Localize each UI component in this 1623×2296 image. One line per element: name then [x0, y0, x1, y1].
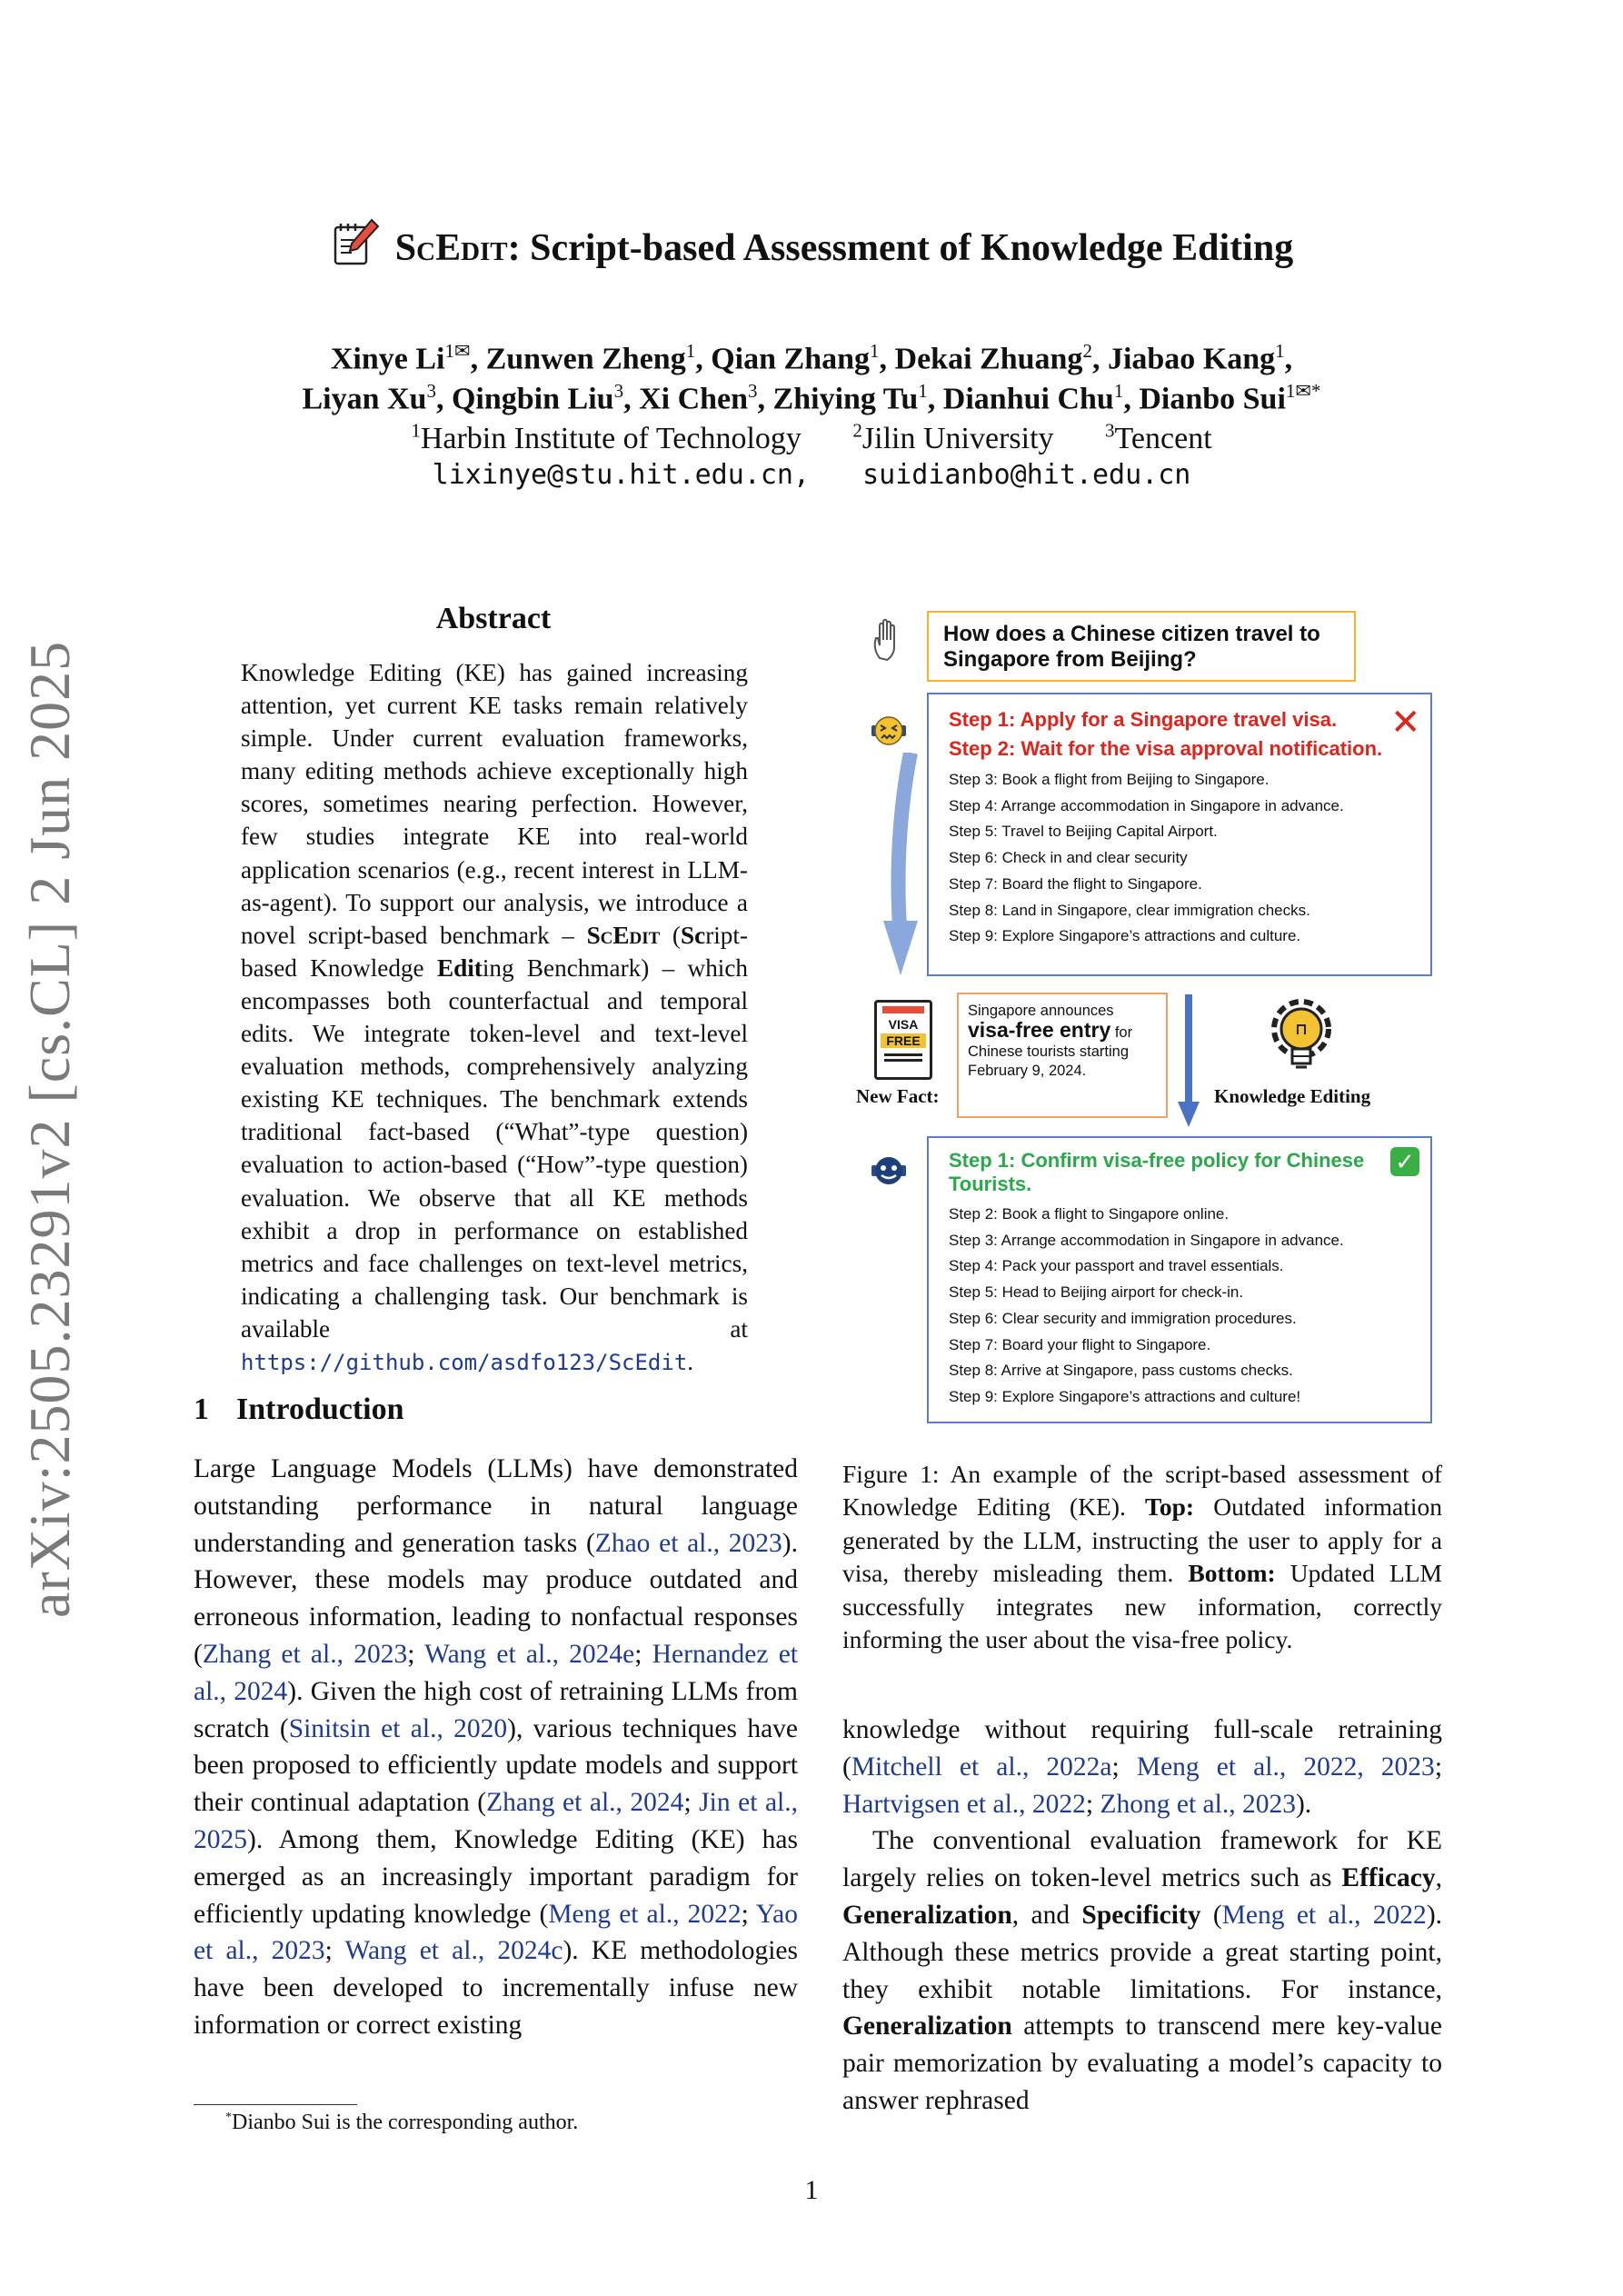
citation-link[interactable]: Zhong et al., 2023: [1100, 1789, 1296, 1819]
author-affiliation-mark: 2: [1082, 340, 1092, 362]
email-2[interactable]: suidianbo@hit.edu.cn: [862, 459, 1191, 491]
new-step: Step 9: Explore Singapore’s attractions and culture!: [949, 1387, 1301, 1405]
arxiv-stamp: arXiv:2505.23291v2 [cs.CL] 2 Jun 2025: [17, 640, 82, 1618]
citation-link[interactable]: Sinitsin et al., 2020: [288, 1713, 508, 1743]
notepad-pencil-icon: [330, 216, 381, 277]
lightbulb-gear-icon: [1261, 994, 1341, 1076]
affiliations: [0, 420, 1623, 456]
author-name: Dianhui Chu: [942, 382, 1114, 416]
affiliation-3: $^3$Tencent: [1105, 420, 1212, 456]
footnote-rule: [194, 2104, 357, 2105]
author-name: Dianbo Sui: [1139, 382, 1286, 416]
question-box: How does a Chinese citizen travel to Singapore from Beijing?: [927, 611, 1356, 682]
author-affiliation-mark: 3: [613, 380, 624, 402]
abstract-text: Knowledge Editing (KE) has gained increasing attention, yet current KE tasks remain relatively simple. Under current evaluation frameworks, many editing methods achieve exceptionally high scores, sometimes nearing perfection. However, few studies integrate KE into real-world application scenarios (e.g., recent interest in LLM-as-agent). To support our analysis, we introduce a novel script-based benchmark – ScEdit (Script-based Knowledge Editing Benchmark) – which encompasses both counterfactual and temporal edits. We integrate token-level and text-level evaluation methods, comprehensively analyzing existing KE techniques. The benchmark extends traditional fact-based (“What”-type question) evaluation to action-based (“How”-type question) evaluation. We observe that all KE methods exhibit a drop in performance on established metrics and face challenges on text-level metrics, indicating a challenging task. Our benchmark is available at https://github.com/asdfo123/ScEdit.: [241, 659, 749, 1375]
new-step: Step 7: Board your flight to Singapore.: [949, 1335, 1211, 1353]
new-step: Step 5: Head to Beijing airport for check-in.: [949, 1283, 1244, 1302]
author-affiliation-mark: 1✉: [444, 340, 471, 362]
section-heading: 1 Introduction: [194, 1393, 404, 1426]
new-step: Step 8: Arrive at Singapore, pass customs checks.: [949, 1362, 1293, 1380]
old-step: Step 8: Land in Singapore, clear immigration checks.: [949, 901, 1310, 919]
author-name: Qian Zhang: [711, 342, 871, 376]
outdated-answer-box: [927, 693, 1432, 976]
citation-link[interactable]: Hartvigsen et al., 2022: [842, 1789, 1086, 1819]
title-text: : Script-based Assessment of Knowledge Editing: [507, 227, 1294, 269]
author-name: Xi Chen: [639, 382, 749, 416]
new-step: Step 4: Pack your passport and travel essentials.: [949, 1257, 1284, 1275]
author-affiliation-mark: 1: [870, 340, 880, 362]
old-step-1: Step 1: Apply for a Singapore travel visa.: [949, 708, 1338, 731]
old-step: Step 5: Travel to Beijing Capital Airport.: [949, 823, 1218, 841]
right-column-text: [842, 1712, 1442, 2120]
old-step: Step 6: Check in and clear security: [949, 849, 1188, 867]
new-step: Step 3: Arrange accommodation in Singapore in advance.: [949, 1231, 1344, 1249]
citation-link[interactable]: Wang et al., 2024c: [344, 1936, 563, 1966]
intro-paragraph: Large Language Models (LLMs) have demonstrated outstanding performance in natural language understanding and generation tasks (Zhao et al., 2023). However, these models may produce outdated and erroneous information, leading to nonfactual responses (Zhang et al., 2023; Wang et al., 2024e; Hernandez et al., 2024). Given the high cost of retraining LLMs from scratch (Sinitsin et al., 2020), various techniques have been proposed to efficiently update models and support their continual adaptation (Zhang et al., 2024; Jin et al., 2025). Among them, Knowledge Editing (KE) has emerged as an increasingly important paradigm for efficiently updating knowledge (Meng et al., 2022; Yao et al., 2023; Wang et al., 2024c). KE methodologies have been developed to incrementally infuse new information or correct existing: [194, 1454, 799, 2040]
page-number: 1: [804, 2175, 819, 2205]
citation-link[interactable]: Wang et al., 2024e: [424, 1639, 635, 1669]
author-name: Qingbin Liu: [451, 382, 614, 416]
author-line-1: Xinye $Li^{1✉}$, Zunwen Zheng$^1$, Qian Zhang$^1$, Dekai Zhuang$^2$, Jiabao Kang$^1$,: [330, 340, 1293, 376]
abstract-heading: Abstract: [435, 602, 552, 635]
author-line-2: Liyan Xu$^3$, Qingbin Liu$^3$, Xi Chen$^3$, Zhiying Tu$^1$, Dianhui Chu$^1$, Dianbo Sui$^{1✉*}$: [302, 380, 1321, 416]
bold-term: Generalization: [842, 1900, 1012, 1930]
citation-link[interactable]: Mitchell et al., 2022a: [851, 1752, 1112, 1782]
author-affiliation-mark: 1✉*: [1285, 380, 1321, 402]
visa-free-document-icon: VISA FREE: [874, 1000, 932, 1080]
old-step: Step 9: Explore Singapore’s attractions and culture.: [949, 927, 1301, 945]
new-fact-label: New Fact:: [856, 1085, 940, 1107]
author-affiliation-mark: 3: [748, 380, 758, 402]
citation-link[interactable]: Zhao et al., 2023: [594, 1528, 782, 1558]
author-affiliation-mark: 3: [426, 380, 436, 402]
paragraph: The conventional evaluation framework for KE largely relies on token-level metrics such as Efficacy, Generalization, and Specificity (Meng et al., 2022). Although these metrics provide a great starting point, they exhibit notable limitations. For instance, Generalization attempts to transcend mere key-value pair memorization by evaluating a model’s capacity to answer rephrased: [842, 1826, 1443, 2115]
new-step: Step 6: Clear security and immigration procedures.: [949, 1309, 1297, 1327]
author-name: Zunwen Zheng: [485, 342, 686, 376]
knowledge-editing-label: Knowledge Editing: [1214, 1085, 1371, 1107]
paragraph: knowledge without requiring full-scale retraining (Mitchell et al., 2022a; Meng et al., 2022, 2023; Hartvigsen et al., 2022; Zhong et al., 2023).: [842, 1715, 1443, 1819]
benchmark-name: ScEdit: [394, 227, 508, 269]
old-step: Step 3: Book a flight from Beijing to Singapore.: [949, 771, 1270, 788]
hand-raise-icon: [871, 618, 907, 662]
citation-link[interactable]: Yao et al., 2023: [194, 1899, 798, 1966]
author-affiliation-mark: 1: [685, 340, 696, 362]
paper-title: [0, 216, 1623, 277]
author-name: Dekai Zhuang: [894, 342, 1083, 376]
old-step: Step 4: Arrange accommodation in Singapore in advance.: [949, 796, 1344, 814]
citation-link[interactable]: Jin et al., 2025: [194, 1788, 798, 1854]
confounded-face-icon: [871, 713, 907, 749]
emails: [0, 459, 1623, 491]
author-name: Xinye Li: [330, 342, 445, 376]
author-name: Zhiying Tu: [772, 382, 919, 416]
citation-link[interactable]: Meng et al., 2022: [1221, 1900, 1427, 1930]
old-step: Step 7: Board the flight to Singapore.: [949, 874, 1202, 893]
bold-term: Efficacy: [1341, 1863, 1436, 1893]
citation-link[interactable]: Zhang et al., 2023: [202, 1639, 408, 1669]
footnote: *Dianbo Sui is the corresponding author.: [225, 2111, 579, 2134]
updated-answer-box: [927, 1136, 1432, 1423]
old-step-2: Step 2: Wait for the visa approval notification.: [949, 737, 1383, 760]
citation-link[interactable]: Hernandez et al., 2024: [194, 1639, 798, 1706]
author-name: Liyan Xu: [302, 382, 427, 416]
check-mark-icon: ✓: [1390, 1147, 1419, 1176]
smiling-robot-icon: [871, 1153, 907, 1189]
bold-term: Generalization: [842, 2011, 1012, 2041]
citation-link[interactable]: Meng et al., 2022, 2023: [1136, 1752, 1435, 1782]
benchmark-link[interactable]: https://github.com/asdfo123/ScEdit: [241, 1349, 688, 1375]
new-fact-box: Singapore announces visa-free entry for Chinese tourists starting February 9, 2024.: [957, 993, 1168, 1118]
new-step: Step 2: Book a flight to Singapore online.: [949, 1205, 1230, 1223]
down-arrow-icon: [872, 753, 927, 980]
affiliation-2: $^2$Jilin University: [852, 420, 1054, 456]
edit-arrow-icon: [1178, 994, 1200, 1129]
bold-term: Specificity: [1081, 1900, 1201, 1930]
citation-link[interactable]: Meng et al., 2022: [548, 1899, 742, 1929]
author-affiliation-mark: 1: [1113, 380, 1124, 402]
cross-mark-icon: ✕: [1390, 703, 1421, 743]
email-1[interactable]: lixinye@stu.hit.edu.cn,: [432, 459, 811, 491]
author-affiliation-mark: 1: [918, 380, 928, 402]
author-affiliation-mark: 1: [1275, 340, 1285, 362]
citation-link[interactable]: Zhang et al., 2024: [486, 1788, 684, 1818]
affiliation-1: $^1$Harbin Institute of Technology: [411, 420, 802, 456]
author-name: Jiabao Kang: [1107, 342, 1276, 376]
figure-caption: Figure 1: An example of the script-based assessment of Knowledge Editing (KE). Top: Outdated information generated by the LLM, instructing the user to apply for a visa, thereby misleading them. Bottom: Updated LLM successfully integrates new information, correctly informing the user about the visa-free policy.: [842, 1460, 1443, 1654]
new-step-1: Step 1: Confirm visa-free policy for Chinese Tourists.: [949, 1149, 1365, 1195]
